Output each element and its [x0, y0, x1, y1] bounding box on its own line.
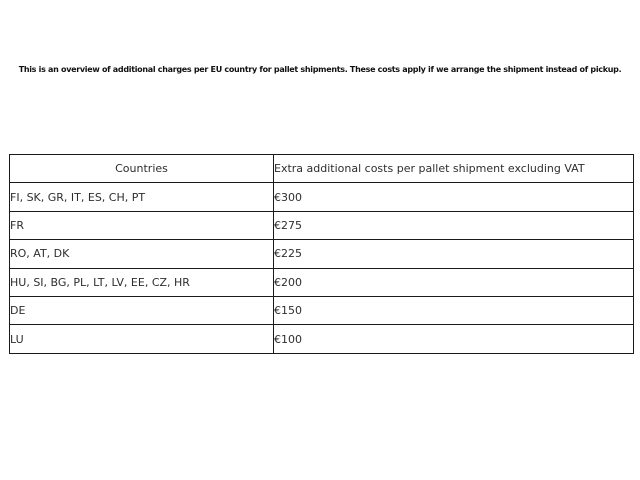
countries-cell: FR	[10, 211, 274, 239]
table-row	[10, 183, 634, 211]
intro-text: This is an overview of additional charges per EU country for pallet shipments. These costs apply if we arrange the shipment instead of pickup.	[18, 65, 622, 74]
countries-cell: RO, AT, DK	[10, 240, 274, 268]
table-row	[10, 268, 634, 296]
countries-cell: HU, SI, BG, PL, LT, LV, EE, CZ, HR	[10, 268, 274, 296]
cost-cell: €300	[274, 183, 634, 211]
countries-cell: DE	[10, 296, 274, 324]
table-row	[10, 240, 634, 268]
countries-cell: FI, SK, GR, IT, ES, CH, PT	[10, 183, 274, 211]
table-row	[10, 325, 634, 353]
charges-table	[9, 154, 634, 354]
table-row	[10, 296, 634, 324]
cost-cell: €275	[274, 211, 634, 239]
countries-column-header: Countries	[10, 155, 274, 183]
cost-cell: €225	[274, 240, 634, 268]
costs-column-header: Extra additional costs per pallet shipment excluding VAT	[274, 155, 634, 183]
table-body	[10, 183, 634, 353]
cost-cell: €150	[274, 296, 634, 324]
table-row	[10, 211, 634, 239]
countries-cell: LU	[10, 325, 274, 353]
cost-cell: €100	[274, 325, 634, 353]
cost-cell: €200	[274, 268, 634, 296]
table-header-row	[10, 155, 634, 183]
